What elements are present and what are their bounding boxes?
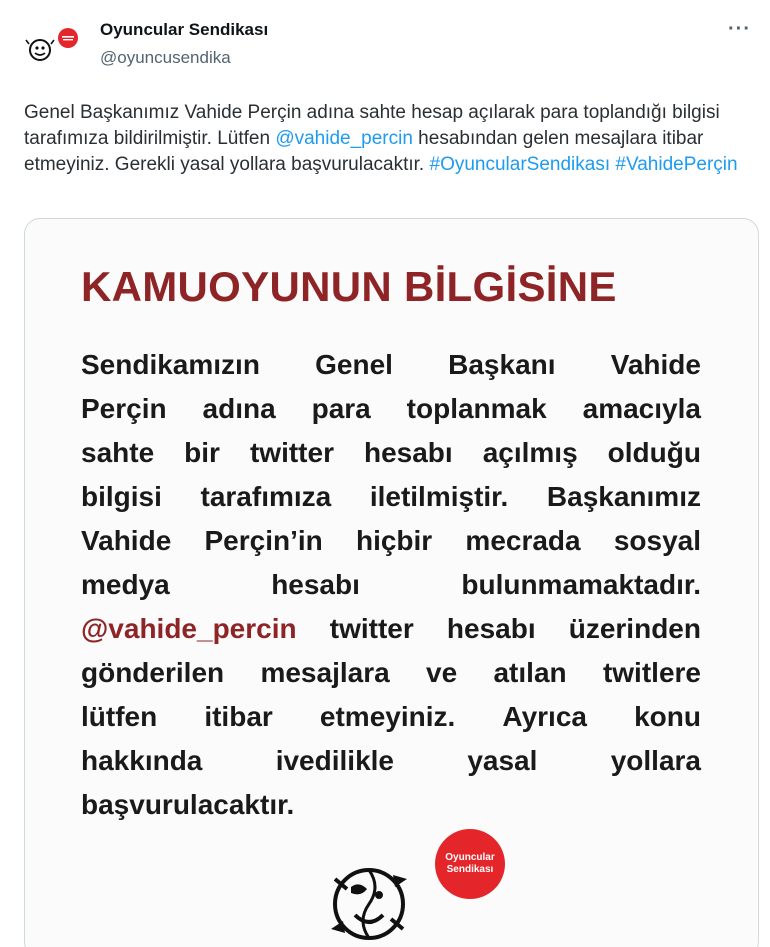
author-name[interactable]: Oyuncular Sendikası	[100, 20, 269, 39]
announcement-word: gönderilen	[81, 657, 225, 688]
announcement-mention: @vahide_percin	[81, 613, 297, 644]
announcement-line	[81, 695, 701, 739]
announcement-word: mesajlara	[260, 657, 390, 688]
announcement-word: Perçin	[81, 393, 167, 424]
announcement-line	[81, 431, 701, 475]
hashtag-link-vahidepercin[interactable]: #VahidePerçin	[615, 154, 738, 175]
author-avatar[interactable]	[22, 22, 82, 72]
announcement-word: lütfen	[81, 701, 158, 732]
badge-line-2: Sendikası	[446, 864, 494, 875]
announcement-word: Perçin’in	[204, 525, 323, 556]
announcement-word: hesabı	[363, 437, 453, 468]
tweet-text	[24, 100, 754, 178]
announcement-body	[81, 343, 701, 827]
announcement-word: olduğu	[607, 437, 701, 468]
announcement-word: yollara	[610, 745, 701, 776]
announcement-word: bilgisi	[81, 481, 162, 512]
announcement-word: amacıyla	[582, 393, 701, 424]
ellipsis-icon[interactable]: ···	[728, 18, 751, 40]
announcement-line	[81, 475, 701, 519]
tweet-text-part-1: Genel Başkanımız Vahide Perçin adına sahte hesap açılarak para toplandığı bilgisi tarafımıza bildirilmiştir. Lütfen	[24, 102, 720, 149]
theatre-mask-logo-icon	[321, 859, 417, 947]
announcement-line	[81, 343, 701, 387]
announcement-word: iletilmiştir.	[369, 481, 509, 512]
attached-image[interactable]	[24, 218, 759, 947]
announcement-word: bir	[184, 437, 220, 468]
announcement-word: Başkanı	[448, 349, 556, 380]
theatre-mask-icon	[22, 22, 82, 72]
announcement-line	[81, 651, 701, 695]
announcement-word: Başkanımız	[546, 481, 701, 512]
announcement-word: yasal	[467, 745, 538, 776]
announcement-word: hesabı	[271, 569, 360, 600]
announcement-word: sahte	[81, 437, 155, 468]
announcement-line	[81, 739, 701, 783]
announcement-word: Genel	[315, 349, 393, 380]
announcement-line	[81, 387, 701, 431]
badge-line-1: Oyuncular	[445, 852, 495, 863]
announcement-line	[81, 783, 701, 827]
announcement-word: konu	[634, 701, 701, 732]
hashtag-link-oyuncularsendikasi[interactable]: #OyuncularSendikası	[429, 154, 611, 175]
announcement-word: sosyal	[613, 525, 701, 556]
announcement-word: itibar	[204, 701, 273, 732]
announcement-word: tarafımıza	[200, 481, 332, 512]
announcement-title: KAMUOYUNUN BİLGİSİNE	[81, 263, 617, 310]
announcement-word: Sendikamızın	[81, 349, 260, 380]
announcement-word: üzerinden	[568, 613, 701, 644]
announcement-word: atılan	[493, 657, 567, 688]
announcement-word: mecrada	[465, 525, 581, 556]
tweet-text-part-2: hesabından gelen mesajlara itibar etmeyiniz. Gerekli yasal yollara başvurulacaktır.	[24, 128, 704, 175]
announcement-word: hiçbir	[355, 525, 433, 556]
announcement-line	[81, 563, 701, 607]
union-badge	[435, 829, 505, 899]
mention-link[interactable]: @vahide_percin	[275, 128, 413, 149]
announcement-word: ve	[426, 657, 458, 688]
announcement-word: toplanmak	[406, 393, 547, 424]
announcement-word: medya	[81, 569, 170, 600]
announcement-word: Vahide	[81, 525, 172, 556]
announcement-word: twitter	[249, 437, 334, 468]
announcement-word: adına	[202, 393, 276, 424]
announcement-line	[81, 607, 701, 651]
announcement-word: hesabı	[446, 613, 536, 644]
announcement-word: ivedilikle	[275, 745, 394, 776]
announcement-word: etmeyiniz.	[319, 701, 456, 732]
announcement-word: Ayrıca	[502, 701, 587, 732]
announcement-word: twitter	[329, 613, 414, 644]
author-handle[interactable]: @oyuncusendika	[100, 48, 231, 67]
announcement-word: başvurulacaktır.	[81, 789, 295, 820]
announcement-word: bulunmamaktadır.	[461, 569, 701, 600]
announcement-word: açılmış	[482, 437, 578, 468]
announcement-word: twitlere	[602, 657, 701, 688]
announcement-word: hakkında	[81, 745, 203, 776]
announcement-word: para	[311, 393, 371, 424]
announcement-line	[81, 519, 701, 563]
announcement-word: Vahide	[610, 349, 701, 380]
